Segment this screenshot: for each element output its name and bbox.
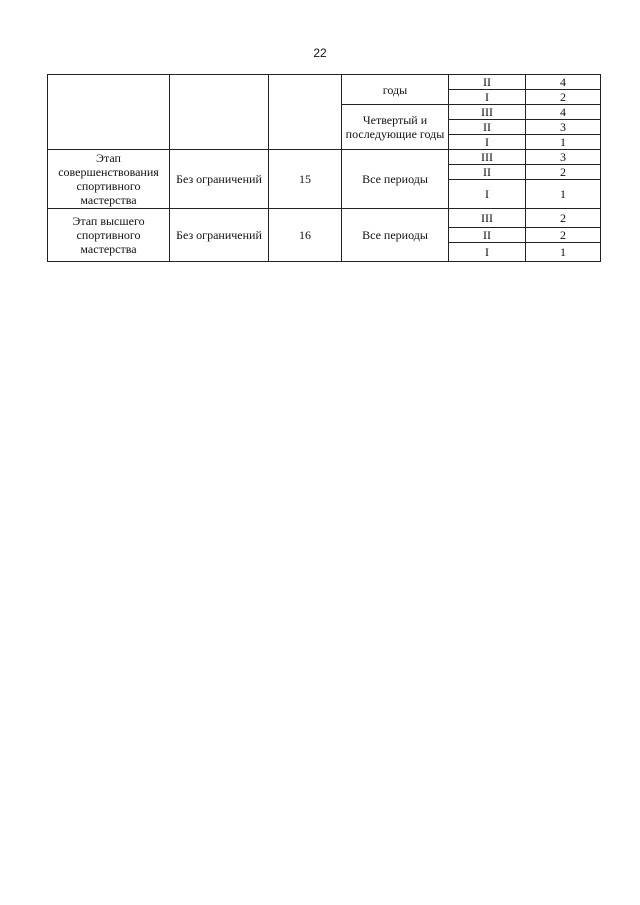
period-cell: годы — [342, 75, 449, 105]
table-row — [48, 150, 601, 165]
stage-cell: Этап высшего спортивного мастерства — [48, 209, 170, 262]
category-cell: III — [449, 105, 526, 120]
value-cell: 1 — [526, 243, 601, 262]
category-cell: II — [449, 228, 526, 243]
stage-cell — [48, 75, 170, 150]
category-cell: I — [449, 243, 526, 262]
category-cell: I — [449, 90, 526, 105]
value-cell: 3 — [526, 150, 601, 165]
value-cell: 2 — [526, 90, 601, 105]
age-cell: Без ограничений — [170, 209, 269, 262]
category-cell: II — [449, 75, 526, 90]
period-cell: Все периоды — [342, 150, 449, 209]
value-cell: 2 — [526, 165, 601, 180]
category-cell: III — [449, 150, 526, 165]
value-cell: 2 — [526, 228, 601, 243]
count-cell — [269, 75, 342, 150]
period-cell: Все периоды — [342, 209, 449, 262]
count-cell: 15 — [269, 150, 342, 209]
value-cell: 4 — [526, 105, 601, 120]
count-cell: 16 — [269, 209, 342, 262]
table-row — [48, 75, 601, 90]
value-cell: 3 — [526, 120, 601, 135]
training-schedule-table — [47, 74, 601, 262]
page-number: 22 — [313, 46, 327, 60]
value-cell: 1 — [526, 135, 601, 150]
value-cell: 4 — [526, 75, 601, 90]
stage-cell: Этап совершенствования спортивного мастерства — [48, 150, 170, 209]
category-cell: III — [449, 209, 526, 228]
category-cell: II — [449, 165, 526, 180]
age-cell — [170, 75, 269, 150]
value-cell: 1 — [526, 180, 601, 209]
value-cell: 2 — [526, 209, 601, 228]
age-cell: Без ограничений — [170, 150, 269, 209]
category-cell: I — [449, 135, 526, 150]
category-cell: II — [449, 120, 526, 135]
category-cell: I — [449, 180, 526, 209]
table-row — [48, 209, 601, 228]
period-cell: Четвертый и последующие годы — [342, 105, 449, 150]
